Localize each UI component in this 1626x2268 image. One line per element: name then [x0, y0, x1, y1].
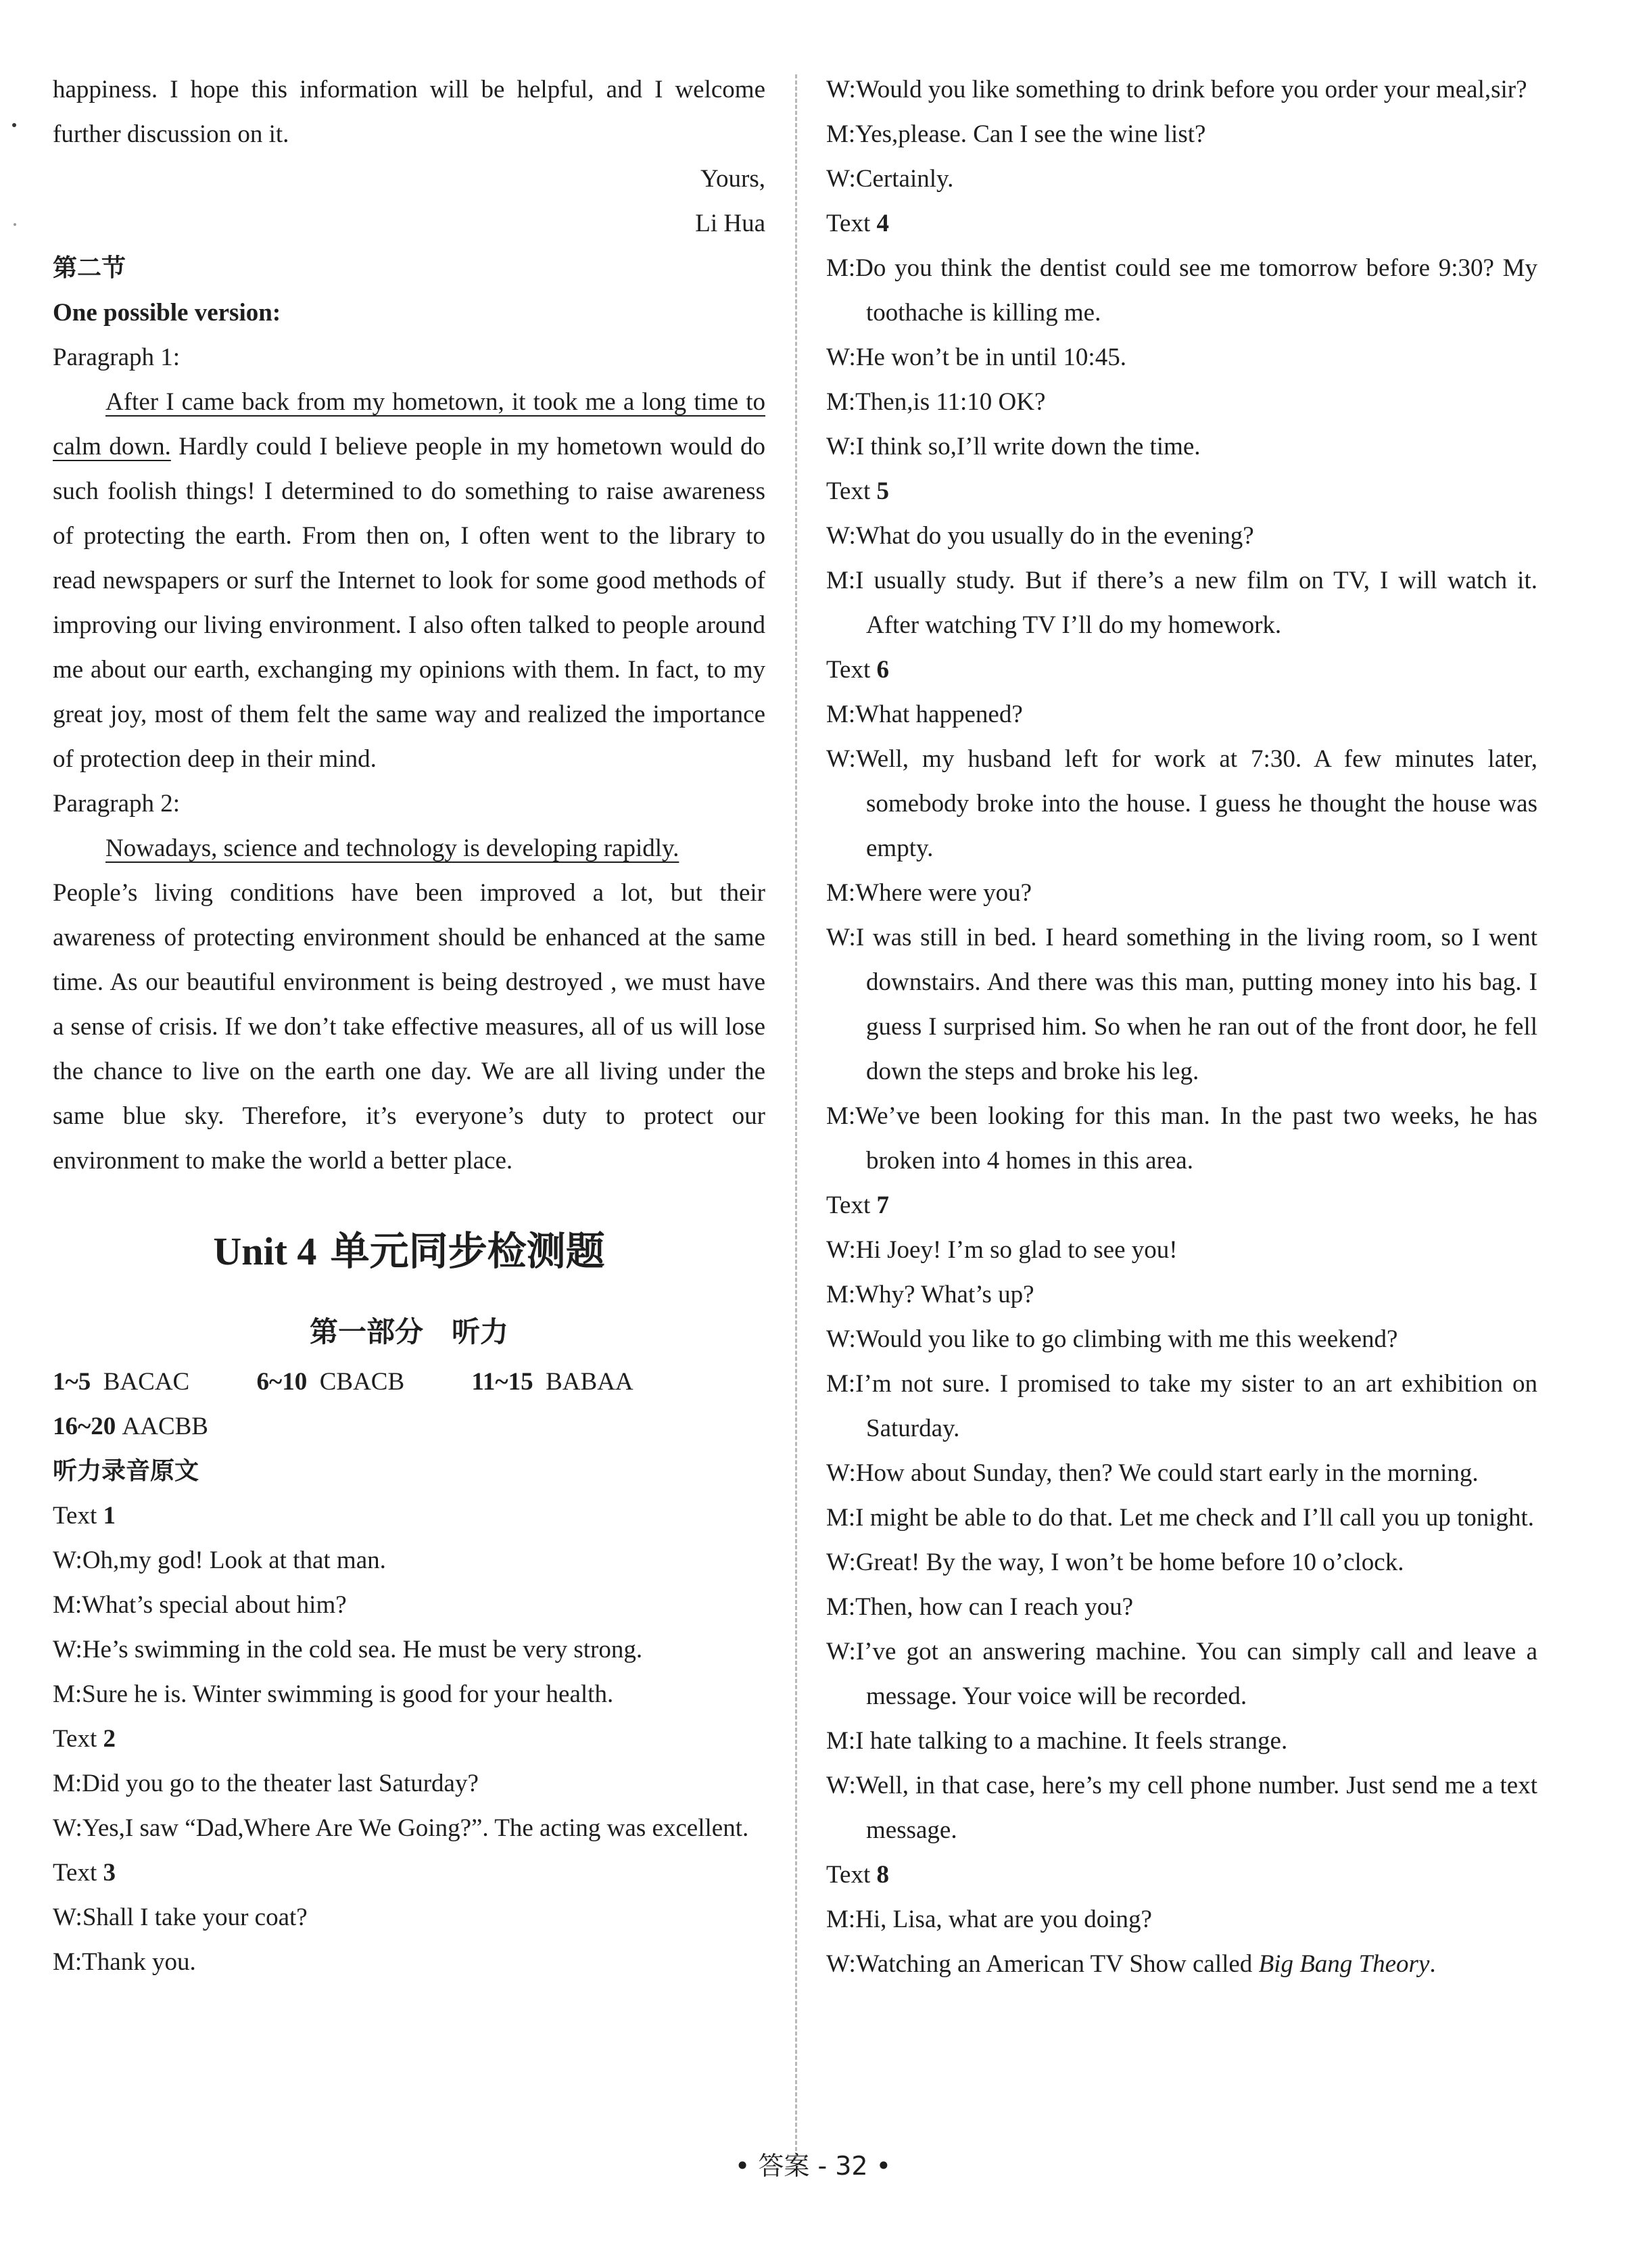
transcript-heading: 听力录音原文 — [53, 1457, 199, 1485]
intro-text: happiness. I hope this information will be helpful, and I welcome further discussion on it. — [53, 76, 765, 148]
answer-value: BACAC — [103, 1368, 190, 1396]
dialogue-line: M:I’m not sure. I promised to take my sister to an art exhibition on Saturday. — [826, 1370, 1537, 1442]
dialogue-line: W:Hi Joey! I’m so glad to see you! — [826, 1236, 1178, 1264]
dialogue-line: W:He’s swimming in the cold sea. He must be very strong. — [53, 1636, 643, 1663]
paragraph2-label: Paragraph 2: — [53, 790, 181, 818]
dialogue-line — [826, 1942, 1537, 1987]
text-number: 6 — [876, 656, 889, 684]
dialogue-line: M:Thank you. — [53, 1948, 196, 1976]
dialogue-line: M:I might be able to do that. Let me check and I’ll call you up tonight. — [826, 1504, 1535, 1532]
dialogue-line: W:I’ve got an answering machine. You can simply call and leave a message. Your voice will be recorded. — [826, 1638, 1537, 1710]
dialogue-line-prefix: W:Watching an American TV Show called — [826, 1950, 1259, 1978]
part-title: 第一部分 听力 — [309, 1315, 508, 1348]
paragraph1-underlined: After I came back from my hometown, it took me a long time to calm down. — [53, 388, 765, 460]
dialogue-line: M:I hate talking to a machine. It feels strange. — [826, 1727, 1288, 1755]
dialogue-line: M:What’s special about him? — [53, 1591, 347, 1619]
scan-speck — [14, 223, 16, 226]
text-number: 7 — [876, 1191, 889, 1219]
text-label-word: Text — [826, 1191, 871, 1219]
scan-speck — [12, 123, 16, 127]
dialogue-line: M:Why? What’s up? — [826, 1281, 1034, 1308]
dialogue-line: W:Well, my husband left for work at 7:30. A few minutes later, somebody broke into the house. I guess he thought the house was empty. — [826, 745, 1537, 862]
dialogue-line: M:We’ve been looking for this man. In the past two weeks, he has broken into 4 homes in this area. — [826, 1102, 1537, 1175]
text-label — [826, 469, 1537, 514]
letter-closing: Yours, — [700, 165, 765, 193]
dialogue-line: M:Where were you? — [826, 879, 1032, 907]
answer-row-2 — [53, 1404, 765, 1449]
dialogue-line: W:Oh,my god! Look at that man. — [53, 1546, 386, 1574]
text-label — [53, 1494, 765, 1538]
answer-range: 6~10 — [256, 1368, 308, 1396]
dialogue-line: W:How about Sunday, then? We could start early in the morning. — [826, 1459, 1479, 1487]
dialogue-line: M:I usually study. But if there’s a new film on TV, I will watch it. After watching TV I’ll do my homework. — [826, 567, 1537, 639]
text-label-word: Text — [53, 1859, 97, 1887]
dialogue-line: M:What happened? — [826, 701, 1023, 728]
text-label-word: Text — [53, 1725, 97, 1753]
dialogue-line: W:I think so,I’ll write down the time. — [826, 433, 1201, 460]
unit-title-cn: 单元同步检测题 — [330, 1228, 605, 1274]
dialogue-line: W:I was still in bed. I heard something in the living room, so I went downstairs. And there was this man, putting money into his bag. I guess I surprised him. So when he ran out of the front door, he fell down the steps and broke his leg. — [826, 924, 1537, 1085]
section-heading: 第二节 — [53, 254, 126, 282]
paragraph1-rest: Hardly could I believe people in my hometown would do such foolish things! I determined to do something to raise awareness of protecting the earth. From then on, I often went to the library to read newspapers or surf the Internet to look for some good methods of improving our living environment. I also often talked to people around me about our earth, exchanging my opinions with them. In fact, to my great joy, most of them felt the same way and realized the importance of protection deep in their mind. — [53, 433, 765, 773]
version-label: One possible version: — [53, 299, 281, 327]
text-label — [826, 202, 1537, 246]
text-number: 1 — [103, 1502, 116, 1530]
answer-range: 11~15 — [471, 1368, 533, 1396]
dialogue-line-suffix: . — [1429, 1950, 1436, 1978]
paragraph1-label: Paragraph 1: — [53, 344, 181, 371]
left-column — [53, 68, 765, 1985]
dialogue-line: W:Would you like something to drink before you order your meal,sir? — [826, 76, 1527, 103]
dialogue-line: W:He won’t be in until 10:45. — [826, 344, 1126, 371]
letter-signature: Li Hua — [695, 210, 765, 237]
answer-range: 16~20 — [53, 1413, 116, 1440]
paragraph1-body — [53, 380, 765, 782]
answer-range: 1~5 — [53, 1368, 91, 1396]
text-label — [826, 648, 1537, 692]
dialogue-line: W:Yes,I saw “Dad,Where Are We Going?”. The acting was excellent. — [53, 1814, 749, 1842]
dialogue-line: M:Sure he is. Winter swimming is good for your health. — [53, 1680, 614, 1708]
paragraph2-rest: People’s living conditions have been improved a lot, but their awareness of protecting environment should be enhanced at the same time. As our beautiful environment is being destroyed , we must have a sense of crisis. If we don’t take effective measures, all of us will lose the chance to live on the earth one day. We are all living under the same blue sky. Therefore, it’s everyone’s duty to protect our environment to make the world a better place. — [53, 879, 765, 1175]
paragraph2-underlined: Nowadays, science and technology is developing rapidly. — [105, 834, 679, 862]
unit-title-en: Unit 4 — [213, 1229, 317, 1273]
text-label — [826, 1853, 1537, 1897]
dialogue-line: W:Would you like to go climbing with me this weekend? — [826, 1325, 1398, 1353]
text-label — [826, 1183, 1537, 1228]
answer-value: CBACB — [319, 1368, 405, 1396]
right-column — [826, 68, 1537, 1987]
text-label-word: Text — [826, 477, 871, 505]
text-number: 2 — [103, 1725, 116, 1753]
answer-row-1 — [53, 1360, 765, 1404]
text-number: 4 — [876, 210, 889, 237]
answer-value: AACBB — [122, 1413, 208, 1440]
text-number: 3 — [103, 1859, 116, 1887]
dialogue-line: W:Certainly. — [826, 165, 954, 193]
text-label-word: Text — [53, 1502, 97, 1530]
dialogue-line: W:Great! By the way, I won’t be home before 10 o’clock. — [826, 1549, 1404, 1576]
unit-title — [53, 1217, 765, 1285]
text-label-word: Text — [826, 210, 871, 237]
dialogue-line: M:Yes,please. Can I see the wine list? — [826, 120, 1206, 148]
dialogue-line: M:Did you go to the theater last Saturday? — [53, 1770, 479, 1797]
dialogue-line: M:Then,is 11:10 OK? — [826, 388, 1046, 416]
text-label-word: Text — [826, 1861, 871, 1889]
paragraph2-first-line — [53, 826, 765, 871]
dialogue-line: M:Then, how can I reach you? — [826, 1593, 1134, 1621]
dialogue-line: M:Hi, Lisa, what are you doing? — [826, 1906, 1152, 1933]
dialogue-line: W:Well, in that case, here’s my cell phone number. Just send me a text message. — [826, 1772, 1537, 1844]
show-title: Big Bang Theory — [1258, 1950, 1430, 1978]
text-number: 8 — [876, 1861, 889, 1889]
dialogue-line: M:Do you think the dentist could see me tomorrow before 9:30? My toothache is killing me. — [826, 254, 1537, 327]
dialogue-line: W:What do you usually do in the evening? — [826, 522, 1254, 550]
text-label — [53, 1717, 765, 1762]
text-label — [53, 1851, 765, 1895]
dialogue-line: W:Shall I take your coat? — [53, 1904, 308, 1931]
text-number: 5 — [876, 477, 889, 505]
text-label-word: Text — [826, 656, 871, 684]
answer-value: BABAA — [546, 1368, 633, 1396]
column-divider — [795, 74, 797, 2157]
page-footer: • 答案 - 32 • — [734, 2151, 892, 2181]
